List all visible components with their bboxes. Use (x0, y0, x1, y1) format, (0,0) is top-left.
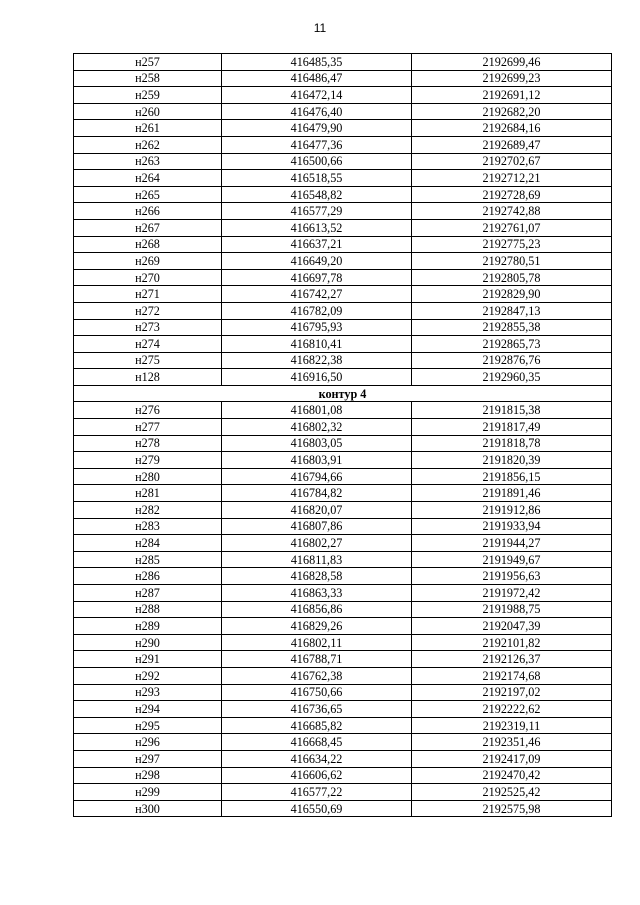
x-coordinate-cell: 416782,09 (222, 302, 412, 319)
point-id-cell: н283 (74, 518, 222, 535)
point-id-cell: н280 (74, 468, 222, 485)
point-id-cell: н277 (74, 419, 222, 436)
point-id-cell: н282 (74, 502, 222, 519)
point-id-cell: н299 (74, 784, 222, 801)
point-id-cell: н284 (74, 535, 222, 552)
y-coordinate-cell: 2191949,67 (412, 551, 612, 568)
y-coordinate-cell: 2192712,21 (412, 170, 612, 187)
x-coordinate-cell: 416697,78 (222, 269, 412, 286)
point-id-cell: н274 (74, 336, 222, 353)
table-row (74, 468, 612, 485)
table-row (74, 120, 612, 137)
table-row (74, 734, 612, 751)
table-row (74, 767, 612, 784)
point-id-cell: н272 (74, 302, 222, 319)
y-coordinate-cell: 2191956,63 (412, 568, 612, 585)
y-coordinate-cell: 2192960,35 (412, 369, 612, 386)
point-id-cell: н259 (74, 87, 222, 104)
x-coordinate-cell: 416788,71 (222, 651, 412, 668)
point-id-cell: н260 (74, 103, 222, 120)
table-row (74, 502, 612, 519)
point-id-cell: н289 (74, 618, 222, 635)
y-coordinate-cell: 2191891,46 (412, 485, 612, 502)
x-coordinate-cell: 416742,27 (222, 286, 412, 303)
point-id-cell: н295 (74, 717, 222, 734)
point-id-cell: н261 (74, 120, 222, 137)
table-row (74, 435, 612, 452)
table-row (74, 402, 612, 419)
point-id-cell: н297 (74, 750, 222, 767)
x-coordinate-cell: 416486,47 (222, 70, 412, 87)
point-id-cell: н298 (74, 767, 222, 784)
point-id-cell: н265 (74, 186, 222, 203)
table-row (74, 684, 612, 701)
table-row (74, 667, 612, 684)
y-coordinate-cell: 2191972,42 (412, 585, 612, 602)
x-coordinate-cell: 416479,90 (222, 120, 412, 137)
point-id-cell: н264 (74, 170, 222, 187)
table-row (74, 701, 612, 718)
table-row (74, 319, 612, 336)
point-id-cell: н285 (74, 551, 222, 568)
x-coordinate-cell: 416485,35 (222, 54, 412, 71)
table-row (74, 70, 612, 87)
y-coordinate-cell: 2192876,76 (412, 352, 612, 369)
y-coordinate-cell: 2192865,73 (412, 336, 612, 353)
x-coordinate-cell: 416829,26 (222, 618, 412, 635)
x-coordinate-cell: 416856,86 (222, 601, 412, 618)
y-coordinate-cell: 2192728,69 (412, 186, 612, 203)
y-coordinate-cell: 2191820,39 (412, 452, 612, 469)
table-row (74, 419, 612, 436)
x-coordinate-cell: 416518,55 (222, 170, 412, 187)
point-id-cell: н296 (74, 734, 222, 751)
x-coordinate-cell: 416811,83 (222, 551, 412, 568)
y-coordinate-cell: 2192855,38 (412, 319, 612, 336)
y-coordinate-cell: 2192699,23 (412, 70, 612, 87)
x-coordinate-cell: 416606,62 (222, 767, 412, 784)
table-row (74, 717, 612, 734)
table-row (74, 485, 612, 502)
y-coordinate-cell: 2192351,46 (412, 734, 612, 751)
y-coordinate-cell: 2192174,68 (412, 667, 612, 684)
point-id-cell: н128 (74, 369, 222, 386)
y-coordinate-cell: 2192684,16 (412, 120, 612, 137)
y-coordinate-cell: 2192197,02 (412, 684, 612, 701)
point-id-cell: н262 (74, 136, 222, 153)
point-id-cell: н286 (74, 568, 222, 585)
x-coordinate-cell: 416477,36 (222, 136, 412, 153)
table-row (74, 651, 612, 668)
table-row (74, 750, 612, 767)
coordinates-table (73, 53, 612, 817)
point-id-cell: н268 (74, 236, 222, 253)
table-row (74, 153, 612, 170)
table-row (74, 369, 612, 386)
point-id-cell: н267 (74, 219, 222, 236)
x-coordinate-cell: 416822,38 (222, 352, 412, 369)
table-row (74, 286, 612, 303)
y-coordinate-cell: 2192805,78 (412, 269, 612, 286)
point-id-cell: н275 (74, 352, 222, 369)
y-coordinate-cell: 2192847,13 (412, 302, 612, 319)
table-row (74, 219, 612, 236)
y-coordinate-cell: 2192829,90 (412, 286, 612, 303)
x-coordinate-cell: 416476,40 (222, 103, 412, 120)
x-coordinate-cell: 416472,14 (222, 87, 412, 104)
table-row (74, 136, 612, 153)
x-coordinate-cell: 416736,65 (222, 701, 412, 718)
x-coordinate-cell: 416795,93 (222, 319, 412, 336)
x-coordinate-cell: 416820,07 (222, 502, 412, 519)
y-coordinate-cell: 2192319,11 (412, 717, 612, 734)
point-id-cell: н258 (74, 70, 222, 87)
table-row (74, 585, 612, 602)
table-row (74, 186, 612, 203)
x-coordinate-cell: 416784,82 (222, 485, 412, 502)
y-coordinate-cell: 2191988,75 (412, 601, 612, 618)
table-row (74, 54, 612, 71)
x-coordinate-cell: 416750,66 (222, 684, 412, 701)
x-coordinate-cell: 416762,38 (222, 667, 412, 684)
table-row (74, 170, 612, 187)
point-id-cell: н293 (74, 684, 222, 701)
y-coordinate-cell: 2192101,82 (412, 634, 612, 651)
table-row (74, 452, 612, 469)
table-row (74, 551, 612, 568)
table-row (74, 253, 612, 270)
y-coordinate-cell: 2192126,37 (412, 651, 612, 668)
y-coordinate-cell: 2192525,42 (412, 784, 612, 801)
y-coordinate-cell: 2191817,49 (412, 419, 612, 436)
x-coordinate-cell: 416550,69 (222, 800, 412, 817)
x-coordinate-cell: 416863,33 (222, 585, 412, 602)
point-id-cell: н269 (74, 253, 222, 270)
x-coordinate-cell: 416802,11 (222, 634, 412, 651)
x-coordinate-cell: 416577,22 (222, 784, 412, 801)
y-coordinate-cell: 2192470,42 (412, 767, 612, 784)
point-id-cell: н271 (74, 286, 222, 303)
x-coordinate-cell: 416577,29 (222, 203, 412, 220)
table-row (74, 87, 612, 104)
x-coordinate-cell: 416807,86 (222, 518, 412, 535)
section-header-row (74, 385, 612, 402)
table-row (74, 352, 612, 369)
y-coordinate-cell: 2191912,86 (412, 502, 612, 519)
table-row (74, 302, 612, 319)
x-coordinate-cell: 416802,27 (222, 535, 412, 552)
table-row (74, 800, 612, 817)
table-row (74, 518, 612, 535)
point-id-cell: н290 (74, 634, 222, 651)
y-coordinate-cell: 2191933,94 (412, 518, 612, 535)
x-coordinate-cell: 416810,41 (222, 336, 412, 353)
point-id-cell: н300 (74, 800, 222, 817)
x-coordinate-cell: 416802,32 (222, 419, 412, 436)
table-row (74, 601, 612, 618)
y-coordinate-cell: 2192702,67 (412, 153, 612, 170)
y-coordinate-cell: 2192780,51 (412, 253, 612, 270)
point-id-cell: н266 (74, 203, 222, 220)
y-coordinate-cell: 2192682,20 (412, 103, 612, 120)
y-coordinate-cell: 2192742,88 (412, 203, 612, 220)
x-coordinate-cell: 416801,08 (222, 402, 412, 419)
coordinates-table-part1 (74, 54, 612, 386)
y-coordinate-cell: 2192691,12 (412, 87, 612, 104)
x-coordinate-cell: 416685,82 (222, 717, 412, 734)
y-coordinate-cell: 2191815,38 (412, 402, 612, 419)
point-id-cell: н263 (74, 153, 222, 170)
point-id-cell: н288 (74, 601, 222, 618)
table-row (74, 535, 612, 552)
table-row (74, 634, 612, 651)
x-coordinate-cell: 416649,20 (222, 253, 412, 270)
table-row (74, 784, 612, 801)
y-coordinate-cell: 2192222,62 (412, 701, 612, 718)
x-coordinate-cell: 416634,22 (222, 750, 412, 767)
y-coordinate-cell: 2192047,39 (412, 618, 612, 635)
x-coordinate-cell: 416637,21 (222, 236, 412, 253)
x-coordinate-cell: 416548,82 (222, 186, 412, 203)
point-id-cell: н279 (74, 452, 222, 469)
y-coordinate-cell: 2192417,09 (412, 750, 612, 767)
table-row (74, 568, 612, 585)
x-coordinate-cell: 416916,50 (222, 369, 412, 386)
x-coordinate-cell: 416803,05 (222, 435, 412, 452)
table-row (74, 103, 612, 120)
table-row (74, 203, 612, 220)
x-coordinate-cell: 416828,58 (222, 568, 412, 585)
point-id-cell: н276 (74, 402, 222, 419)
point-id-cell: н273 (74, 319, 222, 336)
point-id-cell: н294 (74, 701, 222, 718)
x-coordinate-cell: 416668,45 (222, 734, 412, 751)
table-row (74, 269, 612, 286)
point-id-cell: н292 (74, 667, 222, 684)
x-coordinate-cell: 416613,52 (222, 219, 412, 236)
point-id-cell: н291 (74, 651, 222, 668)
page-number: 11 (313, 21, 327, 35)
y-coordinate-cell: 2192775,23 (412, 236, 612, 253)
y-coordinate-cell: 2192575,98 (412, 800, 612, 817)
x-coordinate-cell: 416794,66 (222, 468, 412, 485)
y-coordinate-cell: 2191818,78 (412, 435, 612, 452)
table-row (74, 236, 612, 253)
y-coordinate-cell: 2191856,15 (412, 468, 612, 485)
y-coordinate-cell: 2192689,47 (412, 136, 612, 153)
x-coordinate-cell: 416500,66 (222, 153, 412, 170)
y-coordinate-cell: 2191944,27 (412, 535, 612, 552)
table-row (74, 618, 612, 635)
table-row (74, 336, 612, 353)
coordinates-table-part2 (74, 402, 612, 817)
x-coordinate-cell: 416803,91 (222, 452, 412, 469)
section-header-group (74, 385, 612, 402)
point-id-cell: н287 (74, 585, 222, 602)
y-coordinate-cell: 2192761,07 (412, 219, 612, 236)
y-coordinate-cell: 2192699,46 (412, 54, 612, 71)
point-id-cell: н281 (74, 485, 222, 502)
point-id-cell: н270 (74, 269, 222, 286)
section-title: контур 4 (74, 385, 612, 402)
point-id-cell: н278 (74, 435, 222, 452)
point-id-cell: н257 (74, 54, 222, 71)
